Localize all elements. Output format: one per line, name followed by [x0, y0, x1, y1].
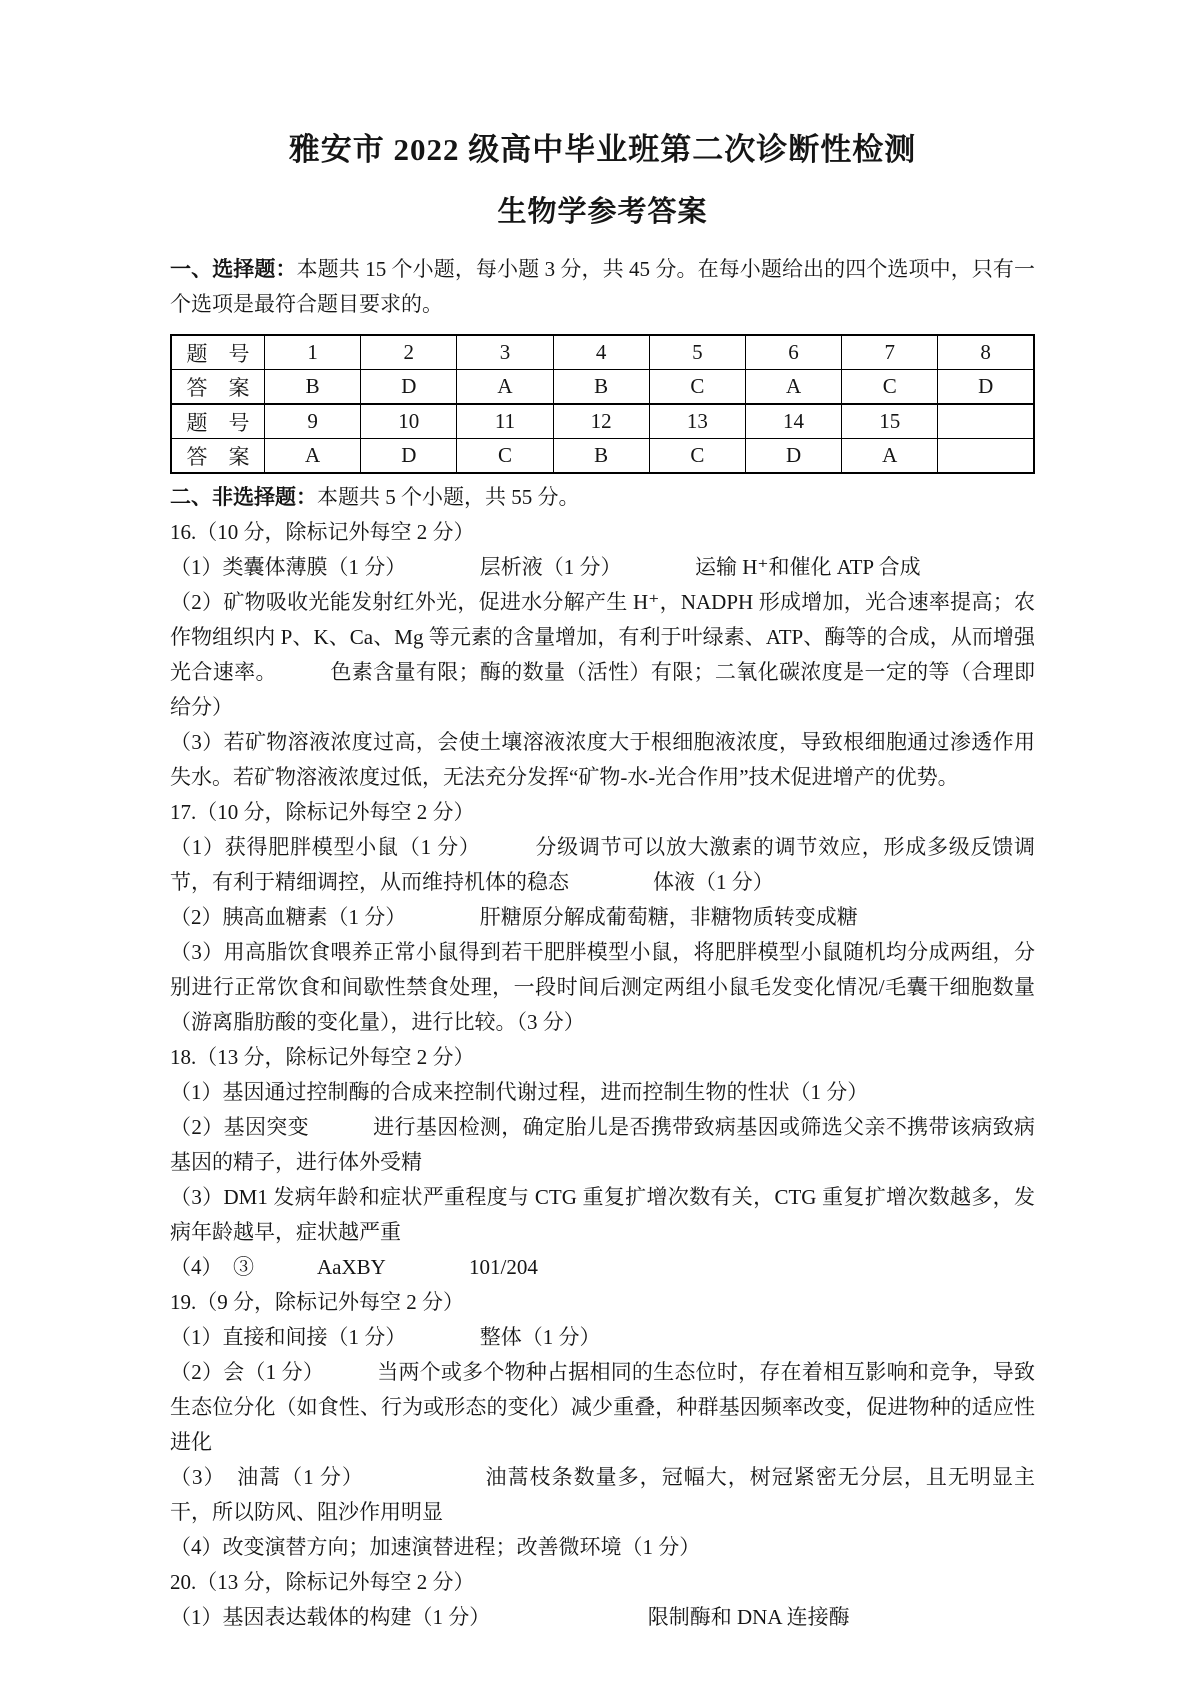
answer-paragraph: （3） 油蒿（1 分） 油蒿枝条数量多，冠幅大，树冠紧密无分层，且无明显主干，所以防风、阻沙作用明显 [170, 1465, 1035, 1524]
section2-intro [170, 480, 1035, 515]
answer-paragraph: （2）胰高血糖素（1 分） 肝糖原分解成葡萄糖，非糖物质转变成糖 [170, 905, 858, 929]
answer-table [170, 334, 1035, 474]
section1-lead-label: 一、选择题： [170, 258, 297, 281]
answer-paragraph: （3）DM1 发病年龄和症状严重程度与 CTG 重复扩增次数有关，CTG 重复扩增次数越多，发病年龄越早，症状越严重 [170, 1185, 1035, 1244]
question-heading: 18.（13 分，除标记外每空 2 分） [170, 1045, 475, 1069]
answer-cell: D [361, 370, 457, 405]
answer-cell: 10 [361, 404, 457, 439]
answer-cell: D [938, 370, 1034, 405]
answer-cell: 2 [361, 335, 457, 370]
answer-cell: 7 [842, 335, 938, 370]
answer-paragraph: （1）直接和间接（1 分） 整体（1 分） [170, 1325, 601, 1349]
answer-cell: 9 [265, 404, 361, 439]
answer-table-body [171, 335, 1034, 473]
answer-paragraph: （3）用高脂饮食喂养正常小鼠得到若干肥胖模型小鼠，将肥胖模型小鼠随机均分成两组，分别进行正常饮食和间歇性禁食处理，一段时间后测定两组小鼠毛发变化情况/毛囊干细胞数量（游离脂肪酸的变化量），进行比较。（3 分） [170, 940, 1035, 1034]
answer-cell: C [457, 439, 553, 474]
questions-container [170, 515, 1035, 1635]
answer-paragraph: （1）类囊体薄膜（1 分） 层析液（1 分） 运输 H⁺和催化 ATP 合成 [170, 555, 921, 579]
question-heading: 20.（13 分，除标记外每空 2 分） [170, 1570, 475, 1594]
answer-cell: A [457, 370, 553, 405]
answer-cell [938, 404, 1034, 439]
answer-cell: D [745, 439, 841, 474]
answer-paragraph: （4）改变演替方向；加速演替进程；改善微环境（1 分） [170, 1535, 701, 1559]
answer-paragraph: （1）基因表达载体的构建（1 分） 限制酶和 DNA 连接酶 [170, 1605, 850, 1629]
answer-cell: B [265, 370, 361, 405]
answer-cell: 13 [649, 404, 745, 439]
document-subtitle: 生物学参考答案 [497, 196, 708, 228]
answer-paragraph: （2）矿物吸收光能发射红外光，促进水分解产生 H⁺，NADPH 形成增加，光合速率提高；农作物组织内 P、K、Ca、Mg 等元素的含量增加，有利于叶绿素、ATP、酶等的合成，从而增强光合速率。 色素含量有限；酶的数量（活性）有限；二氧化碳浓度是一定的等（合理即给分） [170, 590, 1035, 719]
answer-paragraph: （1）基因通过控制酶的合成来控制代谢过程，进而控制生物的性状（1 分） [170, 1080, 869, 1104]
question-heading: 19.（9 分，除标记外每空 2 分） [170, 1290, 464, 1314]
section1-intro [170, 252, 1035, 322]
answer-cell: 6 [745, 335, 841, 370]
question-heading: 17.（10 分，除标记外每空 2 分） [170, 800, 475, 824]
answer-table-row [171, 335, 1034, 370]
answer-cell: A [842, 439, 938, 474]
answer-paragraph: （2）会（1 分） 当两个或多个物种占据相同的生态位时，存在着相互影响和竞争，导致生态位分化（如食性、行为或形态的变化）减少重叠，种群基因频率改变，促进物种的适应性进化 [170, 1360, 1035, 1454]
answer-cell: 5 [649, 335, 745, 370]
answer-cell: 3 [457, 335, 553, 370]
question-block [170, 1565, 1035, 1635]
answer-cell: 4 [553, 335, 649, 370]
section1-intro-text: 本题共 15 个小题，每小题 3 分，共 45 分。在每小题给出的四个选项中，只有一个选项是最符合题目要求的。 [170, 257, 1036, 316]
answer-cell: 1 [265, 335, 361, 370]
answer-cell: 12 [553, 404, 649, 439]
answer-cell: A [265, 439, 361, 474]
section2-lead-label: 二、非选择题： [170, 486, 317, 509]
answer-cell: C [649, 370, 745, 405]
answer-cell: 14 [745, 404, 841, 439]
question-block [170, 1285, 1035, 1565]
answer-cell: 15 [842, 404, 938, 439]
answer-cell: 11 [457, 404, 553, 439]
answer-cell: B [553, 370, 649, 405]
document-title: 雅安市 2022 级高中毕业班第二次诊断性检测 [288, 132, 917, 167]
answer-table-row [171, 404, 1034, 439]
answer-paragraph: （1）获得肥胖模型小鼠（1 分） 分级调节可以放大激素的调节效应，形成多级反馈调节，有利于精细调控，从而维持机体的稳态 体液（1 分） [170, 835, 1035, 894]
question-heading: 16.（10 分，除标记外每空 2 分） [170, 520, 475, 544]
answer-cell: B [553, 439, 649, 474]
answer-table-row [171, 439, 1034, 474]
row-label-cell: 答 案 [171, 439, 265, 474]
answer-table-row [171, 370, 1034, 405]
question-block [170, 795, 1035, 1040]
row-label-cell: 题 号 [171, 335, 265, 370]
answer-cell [938, 439, 1034, 474]
row-label-cell: 答 案 [171, 370, 265, 405]
answer-paragraph: （4） ③ AaXBY 101/204 [170, 1255, 538, 1279]
answer-cell: D [361, 439, 457, 474]
row-label-cell: 题 号 [171, 404, 265, 439]
section2-intro-text: 本题共 5 个小题，共 55 分。 [317, 485, 580, 509]
answer-paragraph: （2）基因突变 进行基因检测，确定胎儿是否携带致病基因或筛选父亲不携带该病致病基因的精子，进行体外受精 [170, 1115, 1035, 1174]
answer-cell: A [745, 370, 841, 405]
answer-cell: 8 [938, 335, 1034, 370]
question-block [170, 1040, 1035, 1285]
answer-cell: C [649, 439, 745, 474]
question-block [170, 515, 1035, 795]
answer-paragraph: （3）若矿物溶液浓度过高，会使土壤溶液浓度大于根细胞液浓度，导致根细胞通过渗透作用失水。若矿物溶液浓度过低，无法充分发挥“矿物-水-光合作用”技术促进增产的优势。 [170, 730, 1035, 789]
answer-cell: C [842, 370, 938, 405]
